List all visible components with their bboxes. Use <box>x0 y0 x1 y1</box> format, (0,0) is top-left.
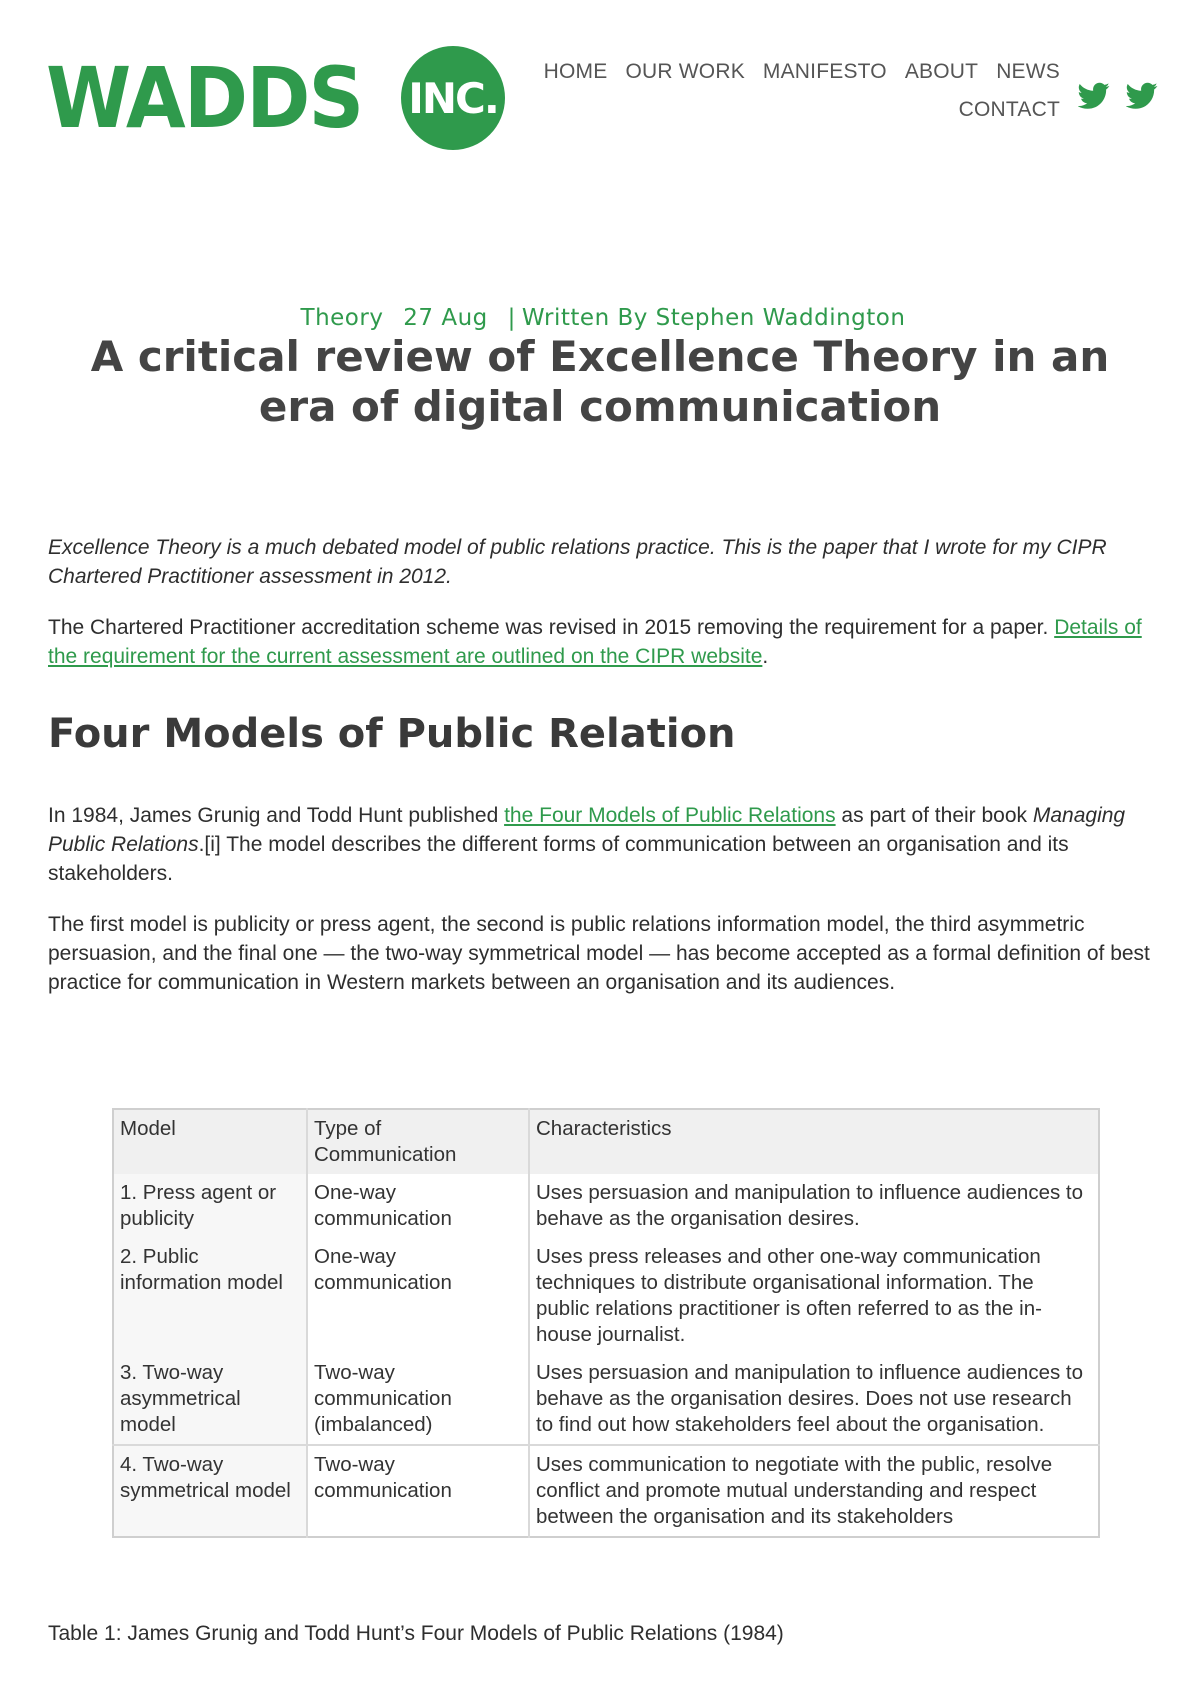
table-cell: One-way communication <box>307 1238 529 1354</box>
table-cell: Two-way communication <box>307 1445 529 1537</box>
table-cell: Uses persuasion and manipulation to influence audiences to behave as the organisation desires. <box>536 1181 1084 1230</box>
table-header: Type of Communication <box>307 1109 529 1174</box>
paragraph: The first model is publicity or press agent, the second is public relations information model, the third asymmetric persuasion, and the final one — the two-way symmetrical model — has become accepted as a formal definition of best practice for communication in Western markets between an organisation and its audiences. <box>48 913 1150 994</box>
nav-about[interactable]: ABOUT <box>904 60 979 83</box>
table-header-row <box>113 1109 1099 1174</box>
book-title: Managing Public Relations <box>48 804 1126 856</box>
nav-manifesto[interactable]: MANIFESTO <box>762 60 887 83</box>
table-cell: 2. Public information model <box>113 1238 307 1354</box>
table-header: Model <box>113 1109 307 1174</box>
section-heading: Four Models of Public Relation <box>48 711 736 757</box>
table-cell: 1. Press agent or publicity <box>113 1174 307 1238</box>
four-models-link[interactable]: the Four Models of Public Relations <box>504 804 836 827</box>
twitter-icon[interactable] <box>1078 82 1110 110</box>
table-header: Characteristics <box>529 1109 1099 1174</box>
twitter-icon[interactable] <box>1126 82 1158 110</box>
table-cell: Two-way communication (imbalanced) <box>307 1354 529 1445</box>
four-models-table <box>112 1108 1100 1538</box>
table-row <box>113 1445 1099 1537</box>
nav-contact[interactable]: CONTACT <box>958 98 1060 121</box>
table-cell: Uses communication to negotiate with the public, resolve conflict and promote mutual understanding and respect between the organisation and its stakeholders <box>529 1445 1099 1537</box>
paragraph: The Chartered Practitioner accreditation scheme was revised in 2015 removing the requirement for a paper. Details of the requirement for the current assessment are outlined on the CIPR website. <box>48 616 1142 668</box>
category-link[interactable]: Theory <box>300 305 384 331</box>
logo-badge: INC. <box>401 46 505 150</box>
table-row <box>113 1174 1099 1238</box>
paragraph: In 1984, James Grunig and Todd Hunt published the Four Models of Public Relations as part of their book Managing Public Relations.[i] The model describes the different forms of communication between an organisation and its stakeholders. <box>48 804 1126 885</box>
logo-wordmark: WADDS <box>46 49 363 147</box>
main-nav <box>520 60 1060 122</box>
nav-our-work[interactable]: OUR WORK <box>625 60 745 83</box>
post-date: 27 Aug <box>403 305 488 331</box>
table-cell: One-way communication <box>307 1174 529 1238</box>
intro-paragraph: Excellence Theory is a much debated model of public relations practice. This is the paper that I wrote for my CIPR Chartered Practitioner assessment in 2012. <box>48 536 1107 588</box>
cipr-website-link[interactable]: Details of the requirement for the current assessment are outlined on the CIPR website <box>48 616 1142 668</box>
table-cell: 3. Two-way asymmetrical model <box>113 1354 307 1445</box>
table-cell: Uses persuasion and manipulation to influence audiences to behave as the organisation desires. Does not use research to find out how stakeholders feel about the organisation. <box>536 1361 1084 1436</box>
table-cell: Uses press releases and other one-way communication techniques to distribute organisational information. The public relations practitioner is often referred to as the in-house journalist. <box>536 1245 1042 1346</box>
article-body <box>48 533 1158 997</box>
table-cell: 4. Two-way symmetrical model <box>113 1445 307 1537</box>
author-link[interactable]: Written By Stephen Waddington <box>521 305 906 331</box>
table-row <box>113 1354 1099 1445</box>
meta-separator: | <box>507 305 516 331</box>
site-header <box>0 0 1200 170</box>
social-links <box>1078 82 1158 110</box>
table-row <box>113 1238 1099 1354</box>
nav-news[interactable]: NEWS <box>996 60 1060 83</box>
nav-home[interactable]: HOME <box>543 60 608 83</box>
article-title: A critical review of Excellence Theory in an era of digital communication <box>90 332 1110 431</box>
article-meta <box>0 305 1200 331</box>
site-logo[interactable] <box>46 46 498 150</box>
table-caption: Table 1: James Grunig and Todd Hunt’s Four Models of Public Relations (1984) <box>48 1622 784 1645</box>
